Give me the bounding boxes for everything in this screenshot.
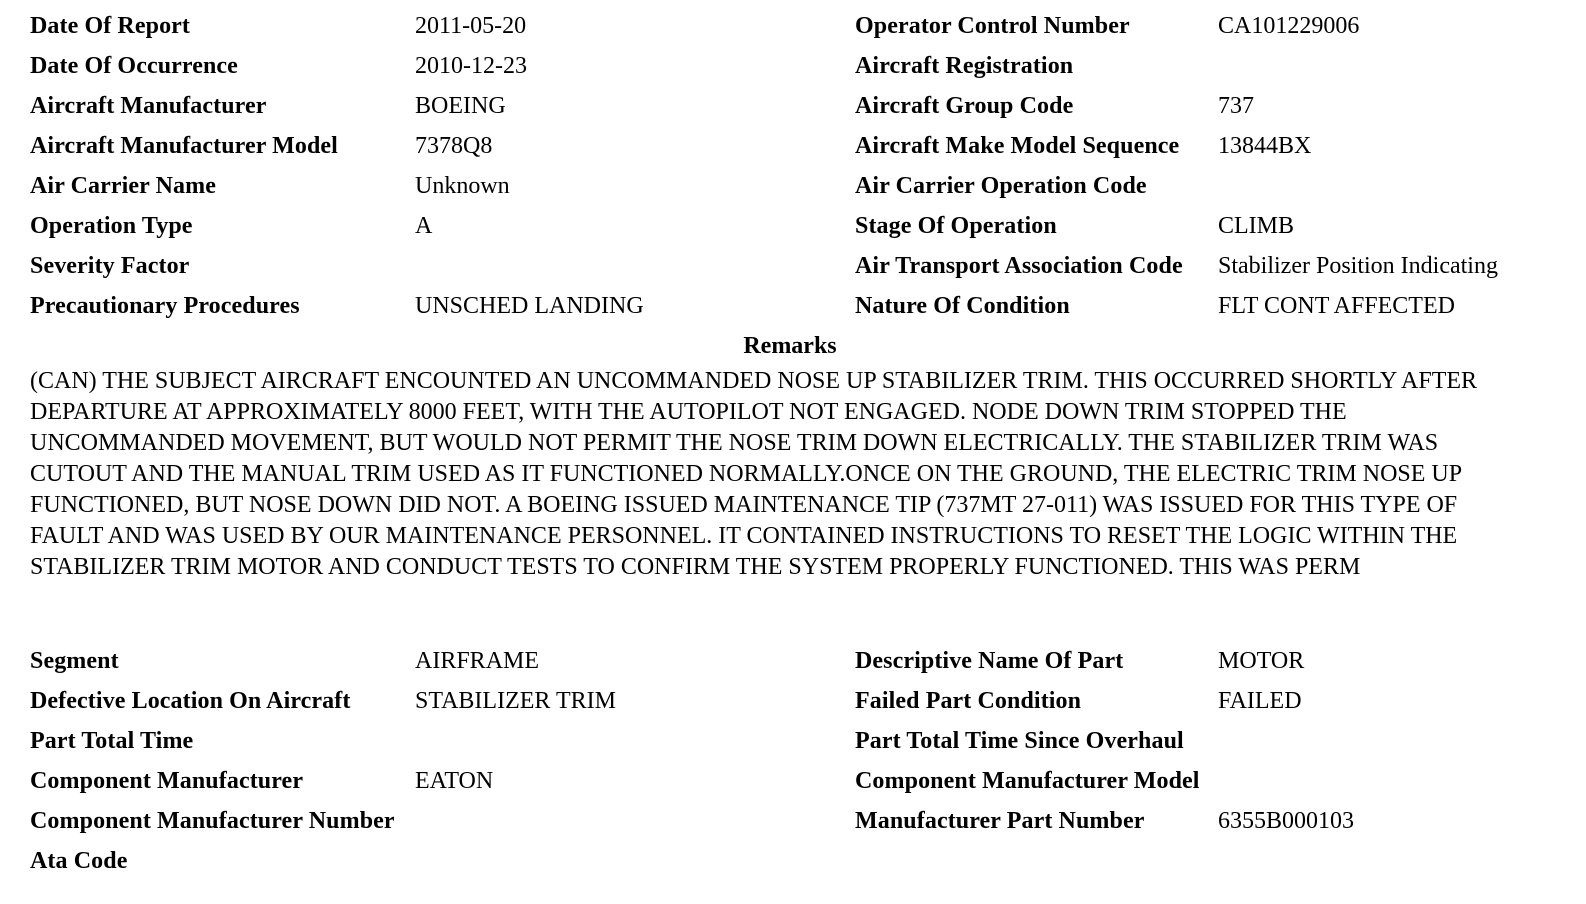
field-operation-type-value: A [415,213,433,239]
field-nature-of-condition-label: Nature Of Condition [855,293,1070,319]
part-component-manufacturer-label: Component Manufacturer [30,768,304,794]
part-part-total-time-since-overhaul-label: Part Total Time Since Overhaul [855,728,1184,754]
field-aircraft-group-code-value: 737 [1218,93,1254,119]
part-ata-code-value [415,841,855,881]
field-date-of-report-value: 2011-05-20 [415,13,527,39]
part-component-manufacturer-model-label: Component Manufacturer Model [855,768,1200,794]
part-manufacturer-part-number-value: 6355B000103 [1218,808,1355,834]
part-component-manufacturer-model-value [1218,761,1586,801]
field-stage-of-operation-value: CLIMB [1218,213,1295,239]
field-aircraft-manufacturer-model-value: 7378Q8 [415,133,493,159]
field-aircraft-registration-value [1218,46,1586,86]
field-operator-control-number-label: Operator Control Number [855,13,1130,39]
remarks-line: UNCOMMANDED MOVEMENT, BUT WOULD NOT PERMIT THE NOSE TRIM DOWN ELECTRICALLY. THE STABILIZER TRIM WAS [30,430,1439,456]
field-aircraft-make-model-sequence-label: Aircraft Make Model Sequence [855,133,1180,159]
field-severity-factor-value [415,246,855,286]
part-component-manufacturer-value: EATON [415,768,494,794]
field-precautionary-procedures-value: UNSCHED LANDING [415,293,644,319]
field-date-of-report-label: Date Of Report [30,13,191,39]
field-air-carrier-operation-code-value [1218,166,1586,206]
remarks-line: (CAN) THE SUBJECT AIRCRAFT ENCOUNTED AN UNCOMMANDED NOSE UP STABILIZER TRIM. THIS OCCURRED SHORTLY AFTER [30,368,1478,394]
field-date-of-occurrence-value: 2010-12-23 [415,53,527,79]
part-part-total-time-since-overhaul-value [1218,721,1586,761]
field-nature-of-condition-value: FLT CONT AFFECTED [1218,293,1455,319]
part-part-total-time-label: Part Total Time [30,728,194,754]
part-component-manufacturer-number-label: Component Manufacturer Number [30,808,395,834]
field-air-transport-association-code-value: Stabilizer Position Indicating [1218,253,1498,279]
field-precautionary-procedures-label: Precautionary Procedures [30,293,300,319]
part-failed-part-condition-value: FAILED [1218,688,1302,714]
part-blank-value [1218,841,1586,881]
part-manufacturer-part-number-label: Manufacturer Part Number [855,808,1145,834]
field-aircraft-manufacturer-model-label: Aircraft Manufacturer Model [30,133,338,159]
part-segment-label: Segment [30,648,119,674]
remarks-text [0,366,1586,583]
field-aircraft-manufacturer-label: Aircraft Manufacturer [30,93,267,119]
part-detail-fields [0,641,1586,881]
field-air-carrier-name-label: Air Carrier Name [30,173,216,199]
part-failed-part-condition-label: Failed Part Condition [855,688,1082,714]
part-defective-location-on-aircraft-label: Defective Location On Aircraft [30,688,351,714]
part-descriptive-name-of-part-value: MOTOR [1218,648,1305,674]
part-segment-value: AIRFRAME [415,648,540,674]
field-date-of-occurrence-label: Date Of Occurrence [30,53,238,79]
field-air-carrier-operation-code-label: Air Carrier Operation Code [855,173,1147,199]
remarks-line: FAULT AND WAS USED BY OUR MAINTENANCE PERSONNEL. IT CONTAINED INSTRUCTIONS TO RESET THE LOGIC WITHIN THE [30,523,1458,549]
part-descriptive-name-of-part-label: Descriptive Name Of Part [855,648,1124,674]
remarks-line: DEPARTURE AT APPROXIMATELY 8000 FEET, WITH THE AUTOPILOT NOT ENGAGED. NODE DOWN TRIM STOPPED THE [30,399,1347,425]
field-stage-of-operation-label: Stage Of Operation [855,213,1057,239]
part-part-total-time-value [415,721,855,761]
field-operation-type-label: Operation Type [30,213,193,239]
section-divider-space [0,583,1586,641]
field-aircraft-group-code-label: Aircraft Group Code [855,93,1074,119]
field-air-carrier-name-value: Unknown [415,173,510,199]
part-ata-code-label: Ata Code [30,848,128,874]
remarks-line: FUNCTIONED, BUT NOSE DOWN DID NOT. A BOEING ISSUED MAINTENANCE TIP (737MT 27-011) WAS ISSUED FOR THIS TYPE OF [30,492,1458,518]
field-operator-control-number-value: CA101229006 [1218,13,1360,39]
part-blank-label [855,841,1218,881]
field-severity-factor-label: Severity Factor [30,253,190,279]
remarks-line: CUTOUT AND THE MANUAL TRIM USED AS IT FUNCTIONED NORMALLY.ONCE ON THE GROUND, THE ELECTRIC TRIM NOSE UP [30,461,1463,487]
part-component-manufacturer-number-value [415,801,855,841]
part-defective-location-on-aircraft-value: STABILIZER TRIM [415,688,616,714]
remarks-line: STABILIZER TRIM MOTOR AND CONDUCT TESTS TO CONFIRM THE SYSTEM PROPERLY FUNCTIONED. THIS WAS PERM [30,554,1361,580]
field-air-transport-association-code-label: Air Transport Association Code [855,253,1183,279]
field-aircraft-make-model-sequence-value: 13844BX [1218,133,1312,159]
remarks-heading: Remarks [743,333,837,359]
field-aircraft-registration-label: Aircraft Registration [855,53,1074,79]
report-header-fields [0,0,1586,326]
field-aircraft-manufacturer-value: BOEING [415,93,506,119]
